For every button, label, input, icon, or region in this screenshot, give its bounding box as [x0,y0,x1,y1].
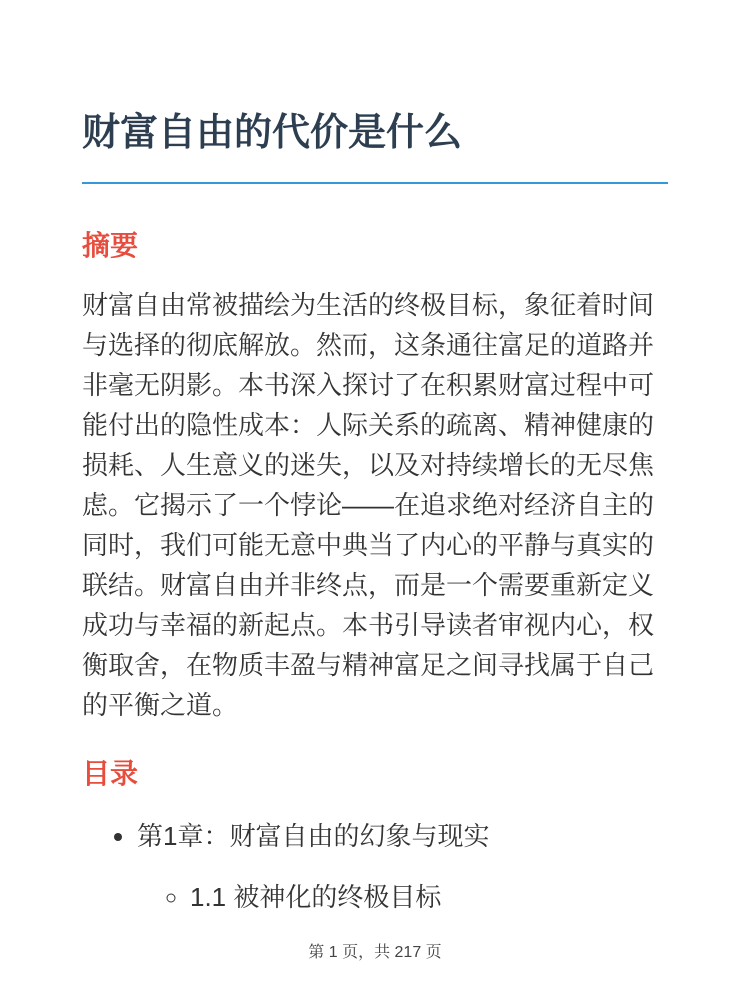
toc-item-section-1-1 [190,878,668,917]
page-title: 财富自由的代价是什么 [82,112,463,154]
toc-list [82,817,668,917]
toc-chapter-label: 第1章：财富自由的幻象与现实 [137,820,490,851]
abstract-heading: 摘要 [82,229,139,261]
title-divider [82,182,668,184]
toc-heading: 目录 [82,758,139,790]
toc-item-chapter-1 [137,817,668,917]
page-number-text: 第 1 页，共 217 页 [308,943,442,961]
toc-section-label: 1.1 被神化的终极目标 [190,881,442,912]
toc-sublist-chapter-1 [137,878,668,917]
abstract-paragraph: 财富自由常被描绘为生活的终极目标，象征着时间与选择的彻底解放。然而，这条通往富足的道路并非毫无阴影。本书深入探讨了在积累财富过程中可能付出的隐性成本：人际关系的疏离、精神健康的损耗、人生意义的迷失，以及对持续增长的无尽焦虑。它揭示了一个悖论——在追求绝对经济自主的同时，我们可能无意中典当了内心的平静与真实的联结。财富自由并非终点，而是一个需要重新定义成功与幸福的新起点。本书引导读者审视内心，权衡取舍，在物质丰盈与精神富足之间寻找属于自己的平衡之道。 [82,290,655,721]
page-footer [0,943,750,962]
